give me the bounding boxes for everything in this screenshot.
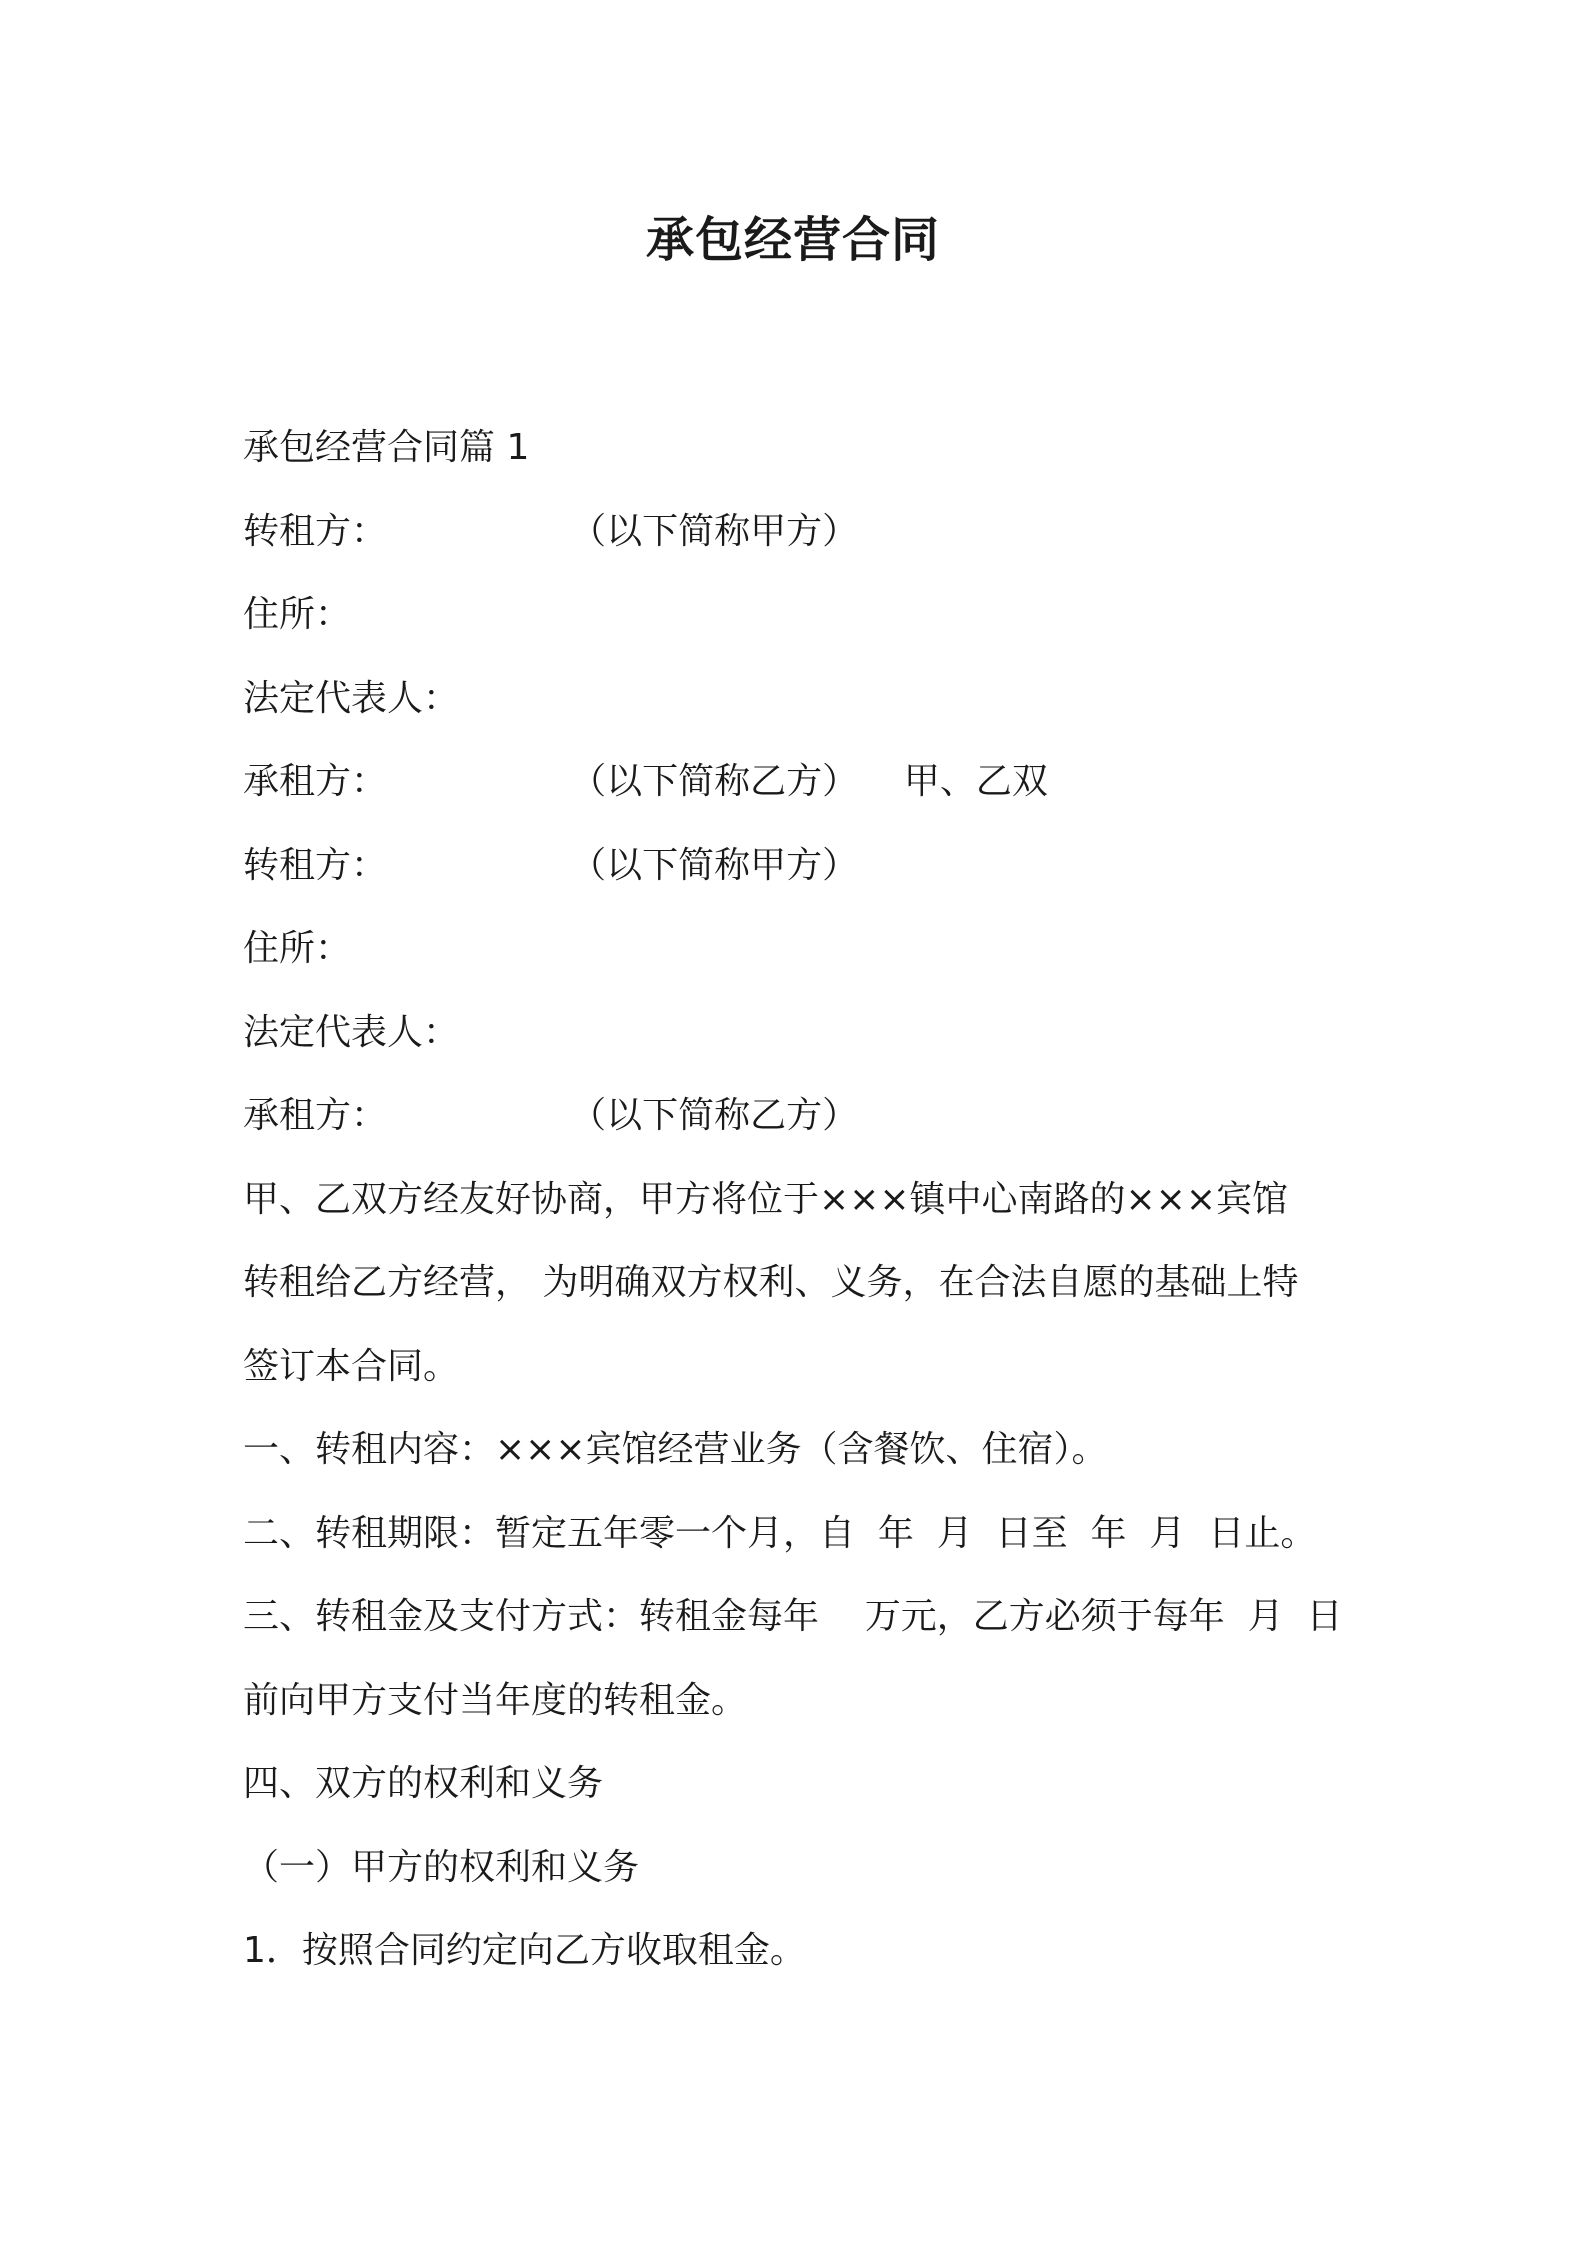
sublessor-line: 转租方： （以下简称甲方） <box>243 510 859 552</box>
section-heading: 承包经营合同篇 1 <box>243 427 530 468</box>
clause-line: 一、转租内容：×××宾馆经营业务（含餐饮、住宿）。 <box>243 1429 1108 1470</box>
document-title: 承包经营合同 <box>645 212 940 268</box>
paragraph-line: 甲、乙双方经友好协商，甲方将位于×××镇中心南路的×××宾馆 <box>243 1178 1288 1220</box>
clause-line: 三、转租金及支付方式：转租金每年 万元，乙方必须于每年 月 日 <box>243 1596 1343 1637</box>
legal-rep-line: 法定代表人： <box>243 1011 460 1053</box>
address-line: 住所： <box>243 928 352 969</box>
subclause-heading: （一）甲方的权利和义务 <box>243 1846 640 1888</box>
paragraph-line: 转租给乙方经营， 为明确双方权利、义务，在合法自愿的基础上特 <box>243 1262 1299 1303</box>
lessee-line: 承租方： （以下简称乙方） 甲、乙双 <box>243 761 1048 802</box>
legal-rep-line: 法定代表人： <box>243 677 460 719</box>
clause-heading: 四、双方的权利和义务 <box>243 1763 604 1804</box>
clause-line: 二、转租期限：暂定五年零一个月，自 年 月 日至 年 月 日止。 <box>243 1512 1317 1554</box>
clause-line: 前向甲方支付当年度的转租金。 <box>243 1679 748 1721</box>
document-body <box>243 406 1363 1993</box>
sublessor-line: 转租方： （以下简称甲方） <box>243 844 859 886</box>
lessee-line: 承租方： （以下简称乙方） <box>243 1095 859 1136</box>
address-line: 住所： <box>243 594 352 635</box>
list-item: 1．按照合同约定向乙方收取租金。 <box>243 1930 806 1971</box>
paragraph-line: 签订本合同。 <box>243 1345 460 1387</box>
